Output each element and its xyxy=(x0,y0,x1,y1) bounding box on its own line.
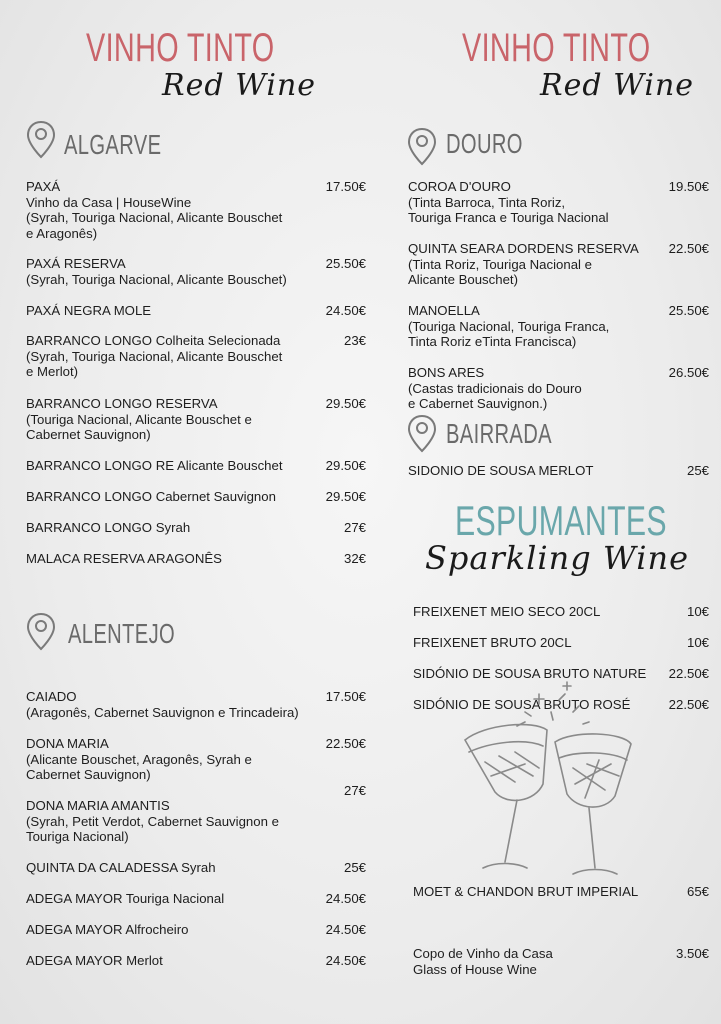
item-desc: Alicante Bouschet) xyxy=(408,272,518,288)
menu-item xyxy=(26,256,287,287)
item-price: 19.50€ xyxy=(668,179,709,194)
item-desc: (Syrah, Touriga Nacional, Alicante Bouschet xyxy=(26,210,283,226)
item-desc: (Syrah, Petit Verdot, Cabernet Sauvignon e xyxy=(26,813,279,829)
item-desc: Touriga Franca e Touriga Nacional xyxy=(408,210,609,226)
item-name: BONS ARES xyxy=(408,365,485,380)
item-price: 17.50€ xyxy=(325,689,366,704)
region-alentejo: ALENTEJO xyxy=(68,618,176,649)
menu-item xyxy=(26,922,188,938)
item-desc: (Tinta Barroca, Tinta Roriz, xyxy=(408,194,566,210)
menu-item xyxy=(413,604,600,620)
item-desc: Glass of House Wine xyxy=(413,961,537,977)
item-name: MALACA RESERVA ARAGONÊS xyxy=(26,551,222,566)
item-name: CAIADO xyxy=(26,689,77,704)
item-name: QUINTA DA CALADESSA Syrah xyxy=(26,860,216,875)
menu-item xyxy=(413,884,638,900)
menu-item xyxy=(26,458,283,474)
region-algarve: ALGARVE xyxy=(64,129,162,160)
region-douro: DOURO xyxy=(446,128,523,159)
item-name: FREIXENET BRUTO 20CL xyxy=(413,635,572,650)
item-desc: e Merlot) xyxy=(26,364,79,380)
menu-item xyxy=(26,396,252,443)
menu-item xyxy=(26,551,222,567)
item-name: SIDÓNIO DE SOUSA BRUTO ROSÉ xyxy=(413,697,631,712)
menu-item xyxy=(26,520,190,536)
item-name: BARRANCO LONGO Cabernet Sauvignon xyxy=(26,489,276,504)
item-name: PAXÁ RESERVA xyxy=(26,256,126,271)
item-desc: (Touriga Nacional, Alicante Bouschet e xyxy=(26,411,252,427)
item-name: BARRANCO LONGO RESERVA xyxy=(26,396,218,411)
item-desc: (Aragonês, Cabernet Sauvignon e Trincadeira) xyxy=(26,704,299,720)
menu-item xyxy=(26,736,252,783)
item-desc: Cabernet Sauvignon) xyxy=(26,767,151,783)
region-bairrada: BAIRRADA xyxy=(446,418,552,449)
item-name: ADEGA MAYOR Touriga Nacional xyxy=(26,891,225,906)
menu-item xyxy=(408,241,639,288)
item-name: BARRANCO LONGO RE Alicante Bouschet xyxy=(26,458,283,473)
item-price: 65€ xyxy=(686,884,709,899)
sparkling-title: ESPUMANTES xyxy=(455,497,667,544)
item-name: SIDÓNIO DE SOUSA BRUTO NATURE xyxy=(413,666,647,681)
left-subtitle: Red Wine xyxy=(162,68,317,103)
item-desc: e Cabernet Sauvignon.) xyxy=(408,396,548,412)
menu-item xyxy=(408,463,593,479)
item-name: MANOELLA xyxy=(408,303,480,318)
item-name: QUINTA SEARA DORDENS RESERVA xyxy=(408,241,639,256)
sparkling-subtitle: Sparkling Wine xyxy=(425,539,690,577)
item-price: 10€ xyxy=(686,635,709,650)
item-desc: (Syrah, Touriga Nacional, Alicante Bouschet) xyxy=(26,271,287,287)
menu-item xyxy=(26,798,279,845)
item-desc: Touriga Nacional) xyxy=(26,829,129,845)
item-name: SIDONIO DE SOUSA MERLOT xyxy=(408,463,594,478)
item-price: 10€ xyxy=(686,604,709,619)
item-price: 29.50€ xyxy=(325,489,366,504)
right-title: VINHO TINTO xyxy=(462,26,651,70)
item-price: 22.50€ xyxy=(325,736,366,751)
item-price: 25.50€ xyxy=(325,256,366,271)
item-name: DONA MARIA xyxy=(26,736,109,751)
item-price: 25€ xyxy=(686,463,709,478)
item-price: 22.50€ xyxy=(668,697,709,712)
item-desc: (Syrah, Touriga Nacional, Alicante Bouschet xyxy=(26,348,283,364)
item-price: 17.50€ xyxy=(325,179,366,194)
item-name: PAXÁ NEGRA MOLE xyxy=(26,303,152,318)
item-name: ADEGA MAYOR Alfrocheiro xyxy=(26,922,189,937)
item-desc: Tinta Roriz eTinta Francisca) xyxy=(408,334,577,350)
item-price: 27€ xyxy=(343,520,366,535)
item-desc: (Tinta Roriz, Touriga Nacional e xyxy=(408,256,592,272)
menu-item xyxy=(26,333,282,380)
item-name: BARRANCO LONGO Colheita Selecionada xyxy=(26,333,281,348)
item-desc: (Touriga Nacional, Touriga Franca, xyxy=(408,318,610,334)
menu-item xyxy=(408,365,582,412)
location-pin-icon xyxy=(407,127,437,167)
location-pin-icon xyxy=(26,120,56,160)
menu-item xyxy=(26,891,224,907)
item-name: COROA D'OURO xyxy=(408,179,511,194)
item-price: 27€ xyxy=(343,783,366,798)
menu-item xyxy=(413,946,553,977)
item-price: 24.50€ xyxy=(325,953,366,968)
item-name: FREIXENET MEIO SECO 20CL xyxy=(413,604,601,619)
menu-item xyxy=(26,953,163,969)
item-price: 22.50€ xyxy=(668,241,709,256)
menu-item xyxy=(26,489,276,505)
left-title: VINHO TINTO xyxy=(86,26,275,70)
item-price: 25€ xyxy=(343,860,366,875)
menu-item xyxy=(26,179,282,241)
menu-item xyxy=(26,860,216,876)
menu-item xyxy=(413,635,572,651)
item-price: 24.50€ xyxy=(325,922,366,937)
item-name: ADEGA MAYOR Merlot xyxy=(26,953,163,968)
menu-item xyxy=(408,303,609,350)
toasting-glasses-icon xyxy=(455,672,645,882)
item-name: DONA MARIA AMANTIS xyxy=(26,798,170,813)
item-price: 23€ xyxy=(343,333,366,348)
item-price: 29.50€ xyxy=(325,458,366,473)
item-price: 24.50€ xyxy=(325,891,366,906)
item-desc: Vinho da Casa | HouseWine xyxy=(26,194,192,210)
item-name: BARRANCO LONGO Syrah xyxy=(26,520,191,535)
item-price: 32€ xyxy=(343,551,366,566)
right-subtitle: Red Wine xyxy=(540,68,695,103)
item-desc: Cabernet Sauvignon) xyxy=(26,427,151,443)
menu-item xyxy=(26,689,299,720)
item-desc: (Castas tradicionais do Douro xyxy=(408,380,582,396)
item-desc: (Alicante Bouschet, Aragonês, Syrah e xyxy=(26,751,252,767)
item-price: 26.50€ xyxy=(668,365,709,380)
item-desc: e Aragonês) xyxy=(26,225,98,241)
location-pin-icon xyxy=(26,612,56,652)
item-price: 25.50€ xyxy=(668,303,709,318)
item-name: MOET & CHANDON BRUT IMPERIAL xyxy=(413,884,639,899)
item-price: 22.50€ xyxy=(668,666,709,681)
item-price: 3.50€ xyxy=(675,946,709,961)
item-price: 24.50€ xyxy=(325,303,366,318)
menu-item xyxy=(26,303,151,319)
item-name: PAXÁ xyxy=(26,179,61,194)
menu-item xyxy=(408,179,609,226)
item-price: 29.50€ xyxy=(325,396,366,411)
item-name: Copo de Vinho da Casa xyxy=(413,946,553,961)
location-pin-icon xyxy=(407,414,437,454)
